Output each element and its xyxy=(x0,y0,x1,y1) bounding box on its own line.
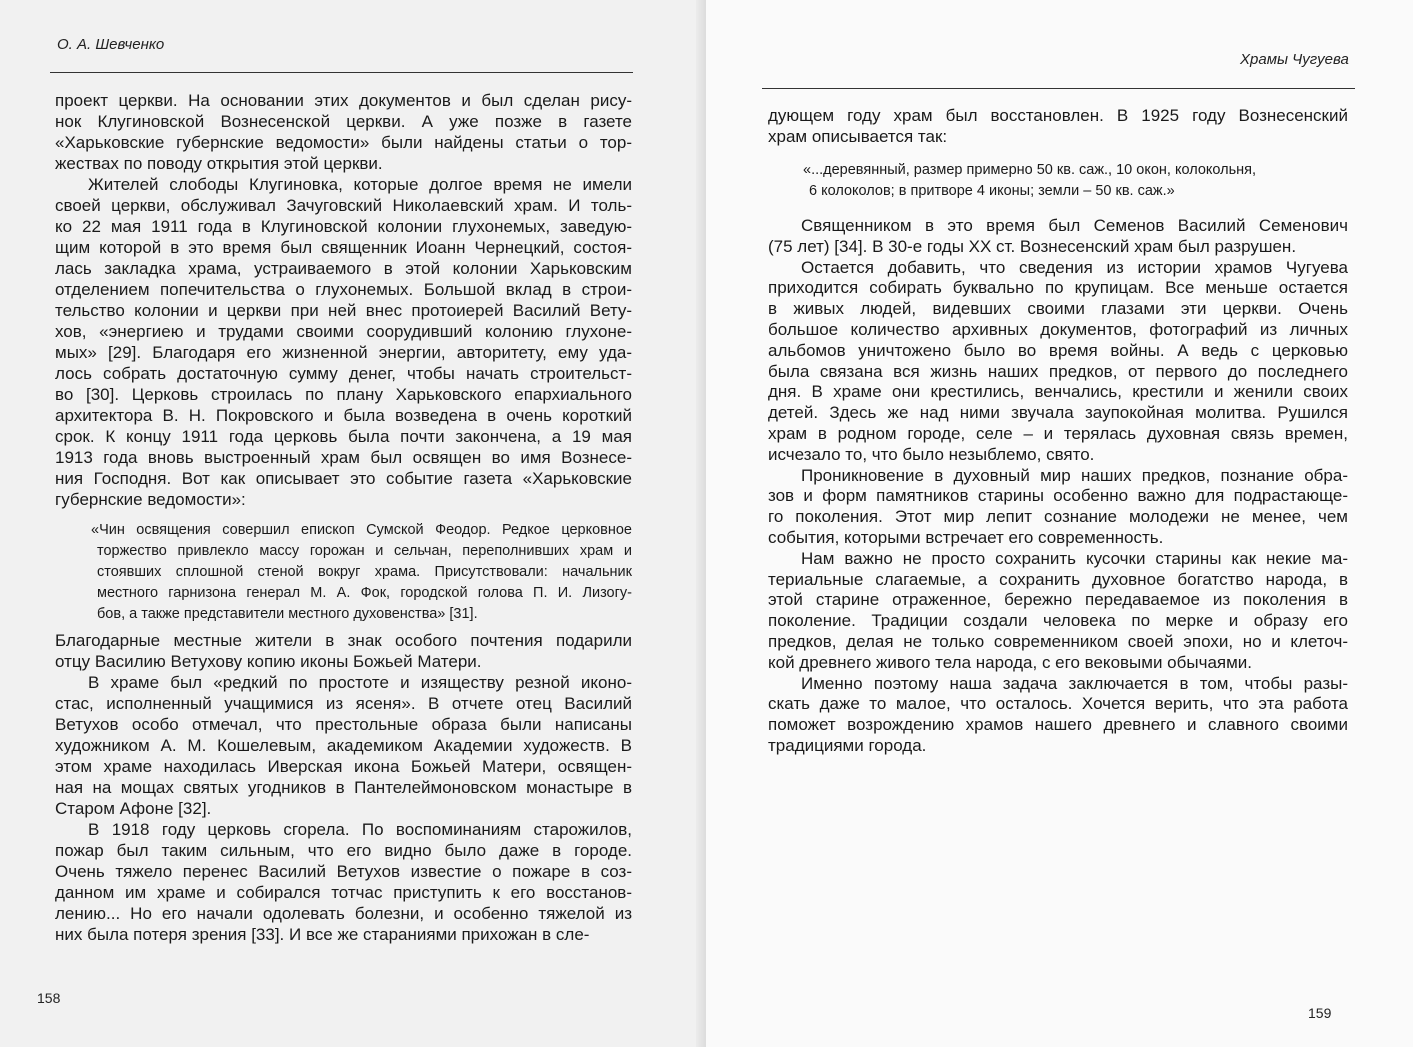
text-line: художником А. М. Кошелевым, академиком Академии художеств. В xyxy=(55,736,632,755)
text-line: местного гарнизона генерал М. А. Фок, городской голова П. И. Лизогу- xyxy=(97,585,632,601)
text-line: храм в родном городе, селе – и терялась духовная связь времен, xyxy=(768,423,1348,443)
text-line: (75 лет) [34]. В 30-е годы XX ст. Вознесенский храм был разрушен. xyxy=(768,236,1297,256)
text-line: Остается добавить, что сведения из истории храмов Чугуева xyxy=(801,257,1348,277)
text-line: зов и форм памятников старины особенно важно для подрастающе- xyxy=(768,486,1348,506)
paragraph xyxy=(55,819,632,945)
text-line: «Харьковские губернские ведомости» были найдены статьи о тор- xyxy=(55,133,632,152)
paragraph xyxy=(55,672,632,819)
text-line: Жителей слободы Клугиновка, которые долгое время не имели xyxy=(88,175,632,194)
text-line: Старом Афоне [32]. xyxy=(55,799,212,818)
text-line: дня. В храме они крестились, венчались, крестили и женили своих xyxy=(768,382,1348,402)
text-line: Именно поэтому наша задача заключается в том, чтобы разы- xyxy=(801,673,1348,693)
text-line: поможет возрождению храмов нашего древнего и славного своими xyxy=(768,715,1348,735)
text-line: предков, делая не только современником своей эпохи, но и клеточ- xyxy=(768,631,1348,651)
text-line: тельство колонии и церкви при ней внес протоиерей Василий Ветy- xyxy=(55,301,632,320)
text-line: губернские ведомости»: xyxy=(55,490,246,509)
text-line: жествах по поводу открытия этой церкви. xyxy=(55,154,383,173)
block-quote xyxy=(91,520,632,625)
text-line: хов, «энергиею и трудами своими соорудивший колонию глухоне- xyxy=(55,322,632,341)
text-line: кой древнего живого тела народа, с его вековыми обычаями. xyxy=(768,652,1253,672)
paragraph xyxy=(768,105,1348,147)
text-line: во [30]. Церковь строилась по плану Харьковского епархиального xyxy=(55,385,632,404)
body-text xyxy=(55,90,632,510)
right-page xyxy=(706,0,1413,1047)
text-line: проект церкви. На основании этих документов и был сделан рису- xyxy=(55,91,632,110)
text-line: пожар был таким сильным, что его видно было даже в городе. xyxy=(55,841,632,860)
text-line: стас, исполненный учащимися из ясеня». В отчете отец Василий xyxy=(55,694,632,713)
text-line: храм описывается так: xyxy=(768,127,948,146)
text-line: В храме был «редкий по простоте и изяществу резной иконо- xyxy=(88,673,632,692)
block-quote xyxy=(803,160,1309,202)
text-line: териальные слагаемые, а сохранить духовное богатство народа, в xyxy=(768,569,1348,589)
text-line: Проникновение в духовный мир наших предков, познание обра- xyxy=(801,465,1348,485)
text-line: этом храме находилась Иверская икона Божьей Матери, освящен- xyxy=(55,757,632,776)
text-line: этой старине отраженное, бережно передаваемое из поколения в xyxy=(768,590,1348,610)
left-page xyxy=(0,0,706,1047)
text-line: архитектора В. Н. Покровского и была возведена в очень короткий xyxy=(55,406,632,425)
text-line: лась закладка храма, устраиваемого в этой колонии Харьковским xyxy=(55,259,632,278)
paragraph xyxy=(768,466,1348,549)
text-line: Нам важно не просто сохранить кусочки старины как некие ма- xyxy=(801,548,1348,568)
quote-paragraph xyxy=(803,160,1309,202)
paragraph xyxy=(768,674,1348,757)
text-line: ко 22 мая 1911 года в Клугиновской колонии глухонемых, заведую- xyxy=(55,217,632,236)
text-line: «Чин освящения совершил епископ Сумской Феодор. Редкое церковное xyxy=(91,522,632,538)
text-line: ная на мощах святых угодников в Пантелеймоновском монастыре в xyxy=(55,778,632,797)
text-line: поколение. Традиции создали человека по мерке и образу его xyxy=(768,611,1348,631)
page-number: 159 xyxy=(1308,1005,1332,1021)
text-line: приходится собирать буквально по крупицам. Все меньше остается xyxy=(768,278,1348,298)
paragraph xyxy=(768,216,1348,258)
text-line: лось собрать достаточную сумму денег, чтобы начать строительст- xyxy=(55,364,632,383)
text-line: своей церкви, обслуживал Зачуговский Николаевский храм. И толь- xyxy=(55,196,632,215)
text-line: бов, а также представители местного духовенства» [31]. xyxy=(97,606,478,622)
text-line: лению... Но его начали одолевать болезни, и особенно тяжелой из xyxy=(55,904,632,923)
text-line: дующем году храм был восстановлен. В 1925 году Вознесенский xyxy=(768,106,1348,125)
text-line: ния Господня. Вот как описывает это событие газета «Харьковские xyxy=(55,469,632,488)
body-text xyxy=(768,105,1348,147)
text-line: традициями города. xyxy=(768,735,927,755)
page-number: 158 xyxy=(37,990,61,1006)
text-line: отцу Василию Ветухову копию иконы Божьей Матери. xyxy=(55,652,482,671)
text-line: Благодарные местные жители в знак особого почтения подарили xyxy=(55,631,632,650)
running-head-author: О. А. Шевченко xyxy=(57,36,165,53)
text-line: Ветухов особо отмечал, что престольные образа были написаны xyxy=(55,715,632,734)
text-line: детей. Здесь же над ними звучала заупокойная молитва. Рушился xyxy=(768,403,1348,423)
paragraph xyxy=(55,90,632,174)
paragraph xyxy=(55,630,632,672)
body-text xyxy=(55,630,632,945)
paragraph xyxy=(768,549,1348,674)
text-line: срок. К концу 1911 года церковь была почти закончена, а 19 мая xyxy=(55,427,632,446)
text-line: 6 колоколов; в притворе 4 иконы; земли – 50 кв. саж.» xyxy=(809,183,1175,199)
text-line: Священником в это время был Семенов Василий Семенович xyxy=(801,216,1348,235)
text-line: была связана вся жизнь наших предков, от первого до последнего xyxy=(768,361,1348,381)
text-line: 1913 года вновь выстроенный храм был освящен во имя Вознесе- xyxy=(55,448,632,467)
text-line: щим которой в это время был священник Иоанн Чернецкий, состоя- xyxy=(55,238,632,257)
text-line: события, которыми встречает его современность. xyxy=(768,527,1164,547)
text-line: стоявших сплошной стеной вокруг храма. Присутствовали: начальник xyxy=(97,564,632,580)
text-line: В 1918 году церковь сгорела. По воспоминаниям старожилов, xyxy=(88,820,632,839)
quote-paragraph xyxy=(91,520,632,625)
text-line: мых» [29]. Благодаря его жизненной энергии, авторитету, ему уда- xyxy=(55,343,632,362)
paragraph xyxy=(55,174,632,510)
text-line: нок Клугиновской Вознесенской церкви. А уже позже в газете xyxy=(55,112,632,131)
text-line: данном им храме и собирался тотчас приступить к его восстанов- xyxy=(55,883,632,902)
text-line: скать даже то малое, что осталось. Хочется верить, что эта работа xyxy=(768,694,1348,714)
header-rule xyxy=(50,72,633,73)
text-line: исчезало то, что было незыблемо, свято. xyxy=(768,444,1095,464)
text-line: большое количество архивных документов, фотографий из личных xyxy=(768,319,1348,339)
text-line: отделением попечительства о глухонемых. Большой вклад в строи- xyxy=(55,280,632,299)
paragraph xyxy=(768,258,1348,466)
text-line: Очень тяжело перенес Василий Ветухов известие о пожаре в соз- xyxy=(55,862,632,881)
running-head-title: Храмы Чугуева xyxy=(1240,51,1349,68)
text-line: го поколения. Этот мир лепит сознание молодежи не менее, чем xyxy=(768,507,1348,527)
text-line: торжество привлекло массу горожан и сельчан, переполнивших храм и xyxy=(97,543,632,559)
text-line: «...деревянный, размер примерно 50 кв. саж., 10 окон, колокольня, xyxy=(803,162,1257,178)
text-line: в живых людей, видевших своими глазами эти церкви. Очень xyxy=(768,299,1348,319)
header-rule xyxy=(762,88,1355,89)
text-line: них была потеря зрения [33]. И все же стараниями прихожан в сле- xyxy=(55,925,590,944)
text-line: альбомов уничтожено было во время войны. А ведь с церковью xyxy=(768,340,1348,360)
body-text xyxy=(768,216,1348,757)
